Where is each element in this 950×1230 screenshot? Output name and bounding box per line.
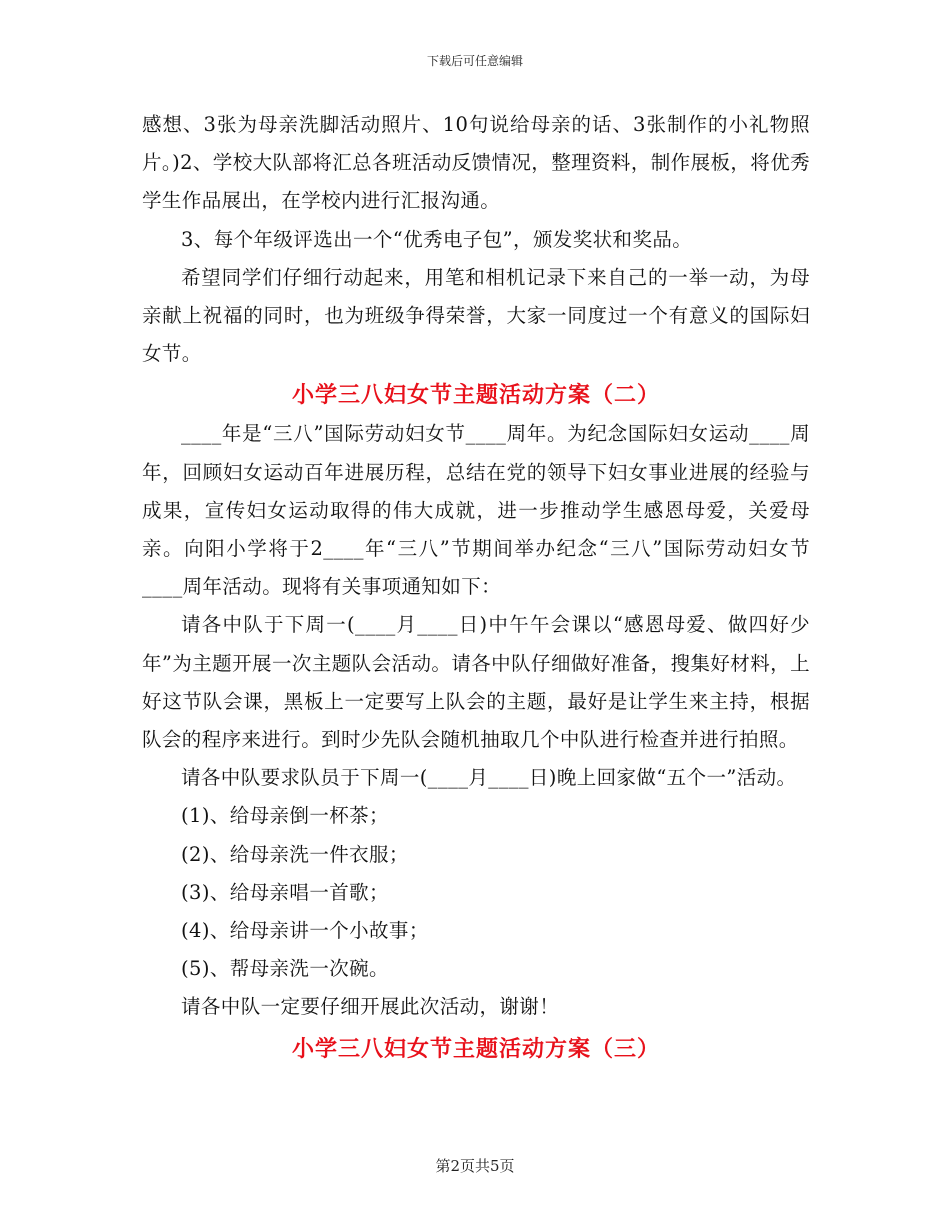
paragraph-hope: 希望同学们仔细行动起来，用笔和相机记录下来自己的一举一动，为母亲献上祝福的同时，也为班级争得荣誉，大家一同度过一个有意义的国际妇女节。 [142, 265, 810, 366]
list-item: (4)、给母亲讲一个小故事； [181, 919, 429, 943]
document-body [142, 106, 810, 1069]
section-title-3: 小学三八妇女节主题活动方案（三） [291, 1035, 660, 1062]
paragraph-closing: 请各中队一定要仔细开展此次活动，谢谢！ [181, 995, 560, 1019]
page-header: 下载后可任意编辑 [426, 54, 523, 68]
section-title-2: 小学三八妇女节主题活动方案（二） [291, 382, 660, 409]
paragraph-continued: 感想、3张为母亲洗脚活动照片、10句说给母亲的话、3张制作的小礼物照片。)2、学校大队部将汇总各班活动反馈情况，整理资料，制作展板，将优秀学生作品展出，在学校内进行汇报沟通。 [142, 113, 810, 213]
paragraph-award: 3、每个年级评选出一个“优秀电子包”，颁发奖状和奖品。 [181, 227, 693, 251]
paragraph-five-ones: 请各中队要求队员于下周一(____月____日)晚上回家做“五个一”活动。 [181, 766, 797, 790]
list-item: (2)、给母亲洗一件衣服； [181, 842, 409, 866]
paragraph-team-meeting: 请各中队于下周一(____月____日)中午午会课以“感恩母爱、做四好少年”为主题开展一次主题队会活动。请各中队仔细做好准备，搜集好材料，上好这节队会课，黑板上一定要写上队会的主题，最好是让学生来主持，根据队会的程序来进行。到时少先队会随机抽取几个中队进行检查并进行拍照。 [142, 613, 810, 752]
paragraph-intro: ____年是“三八”国际劳动妇女节____周年。为纪念国际妇女运动____周年，回顾妇女运动百年进展历程，总结在党的领导下妇女事业进展的经验与成果，宣传妇女运动取得的伟大成就，进一步推动学生感恩母爱，关爱母亲。向阳小学将于2____年“三八”节期间举办纪念“三八”国际劳动妇女节____周年活动。现将有关事项通知如下： [142, 422, 810, 599]
list-item: (5)、帮母亲洗一次碗。 [181, 957, 389, 981]
list-item: (3)、给母亲唱一首歌； [181, 880, 389, 904]
list-item: (1)、给母亲倒一杯茶； [181, 804, 389, 828]
page-footer: 第2页共5页 [435, 1157, 515, 1175]
